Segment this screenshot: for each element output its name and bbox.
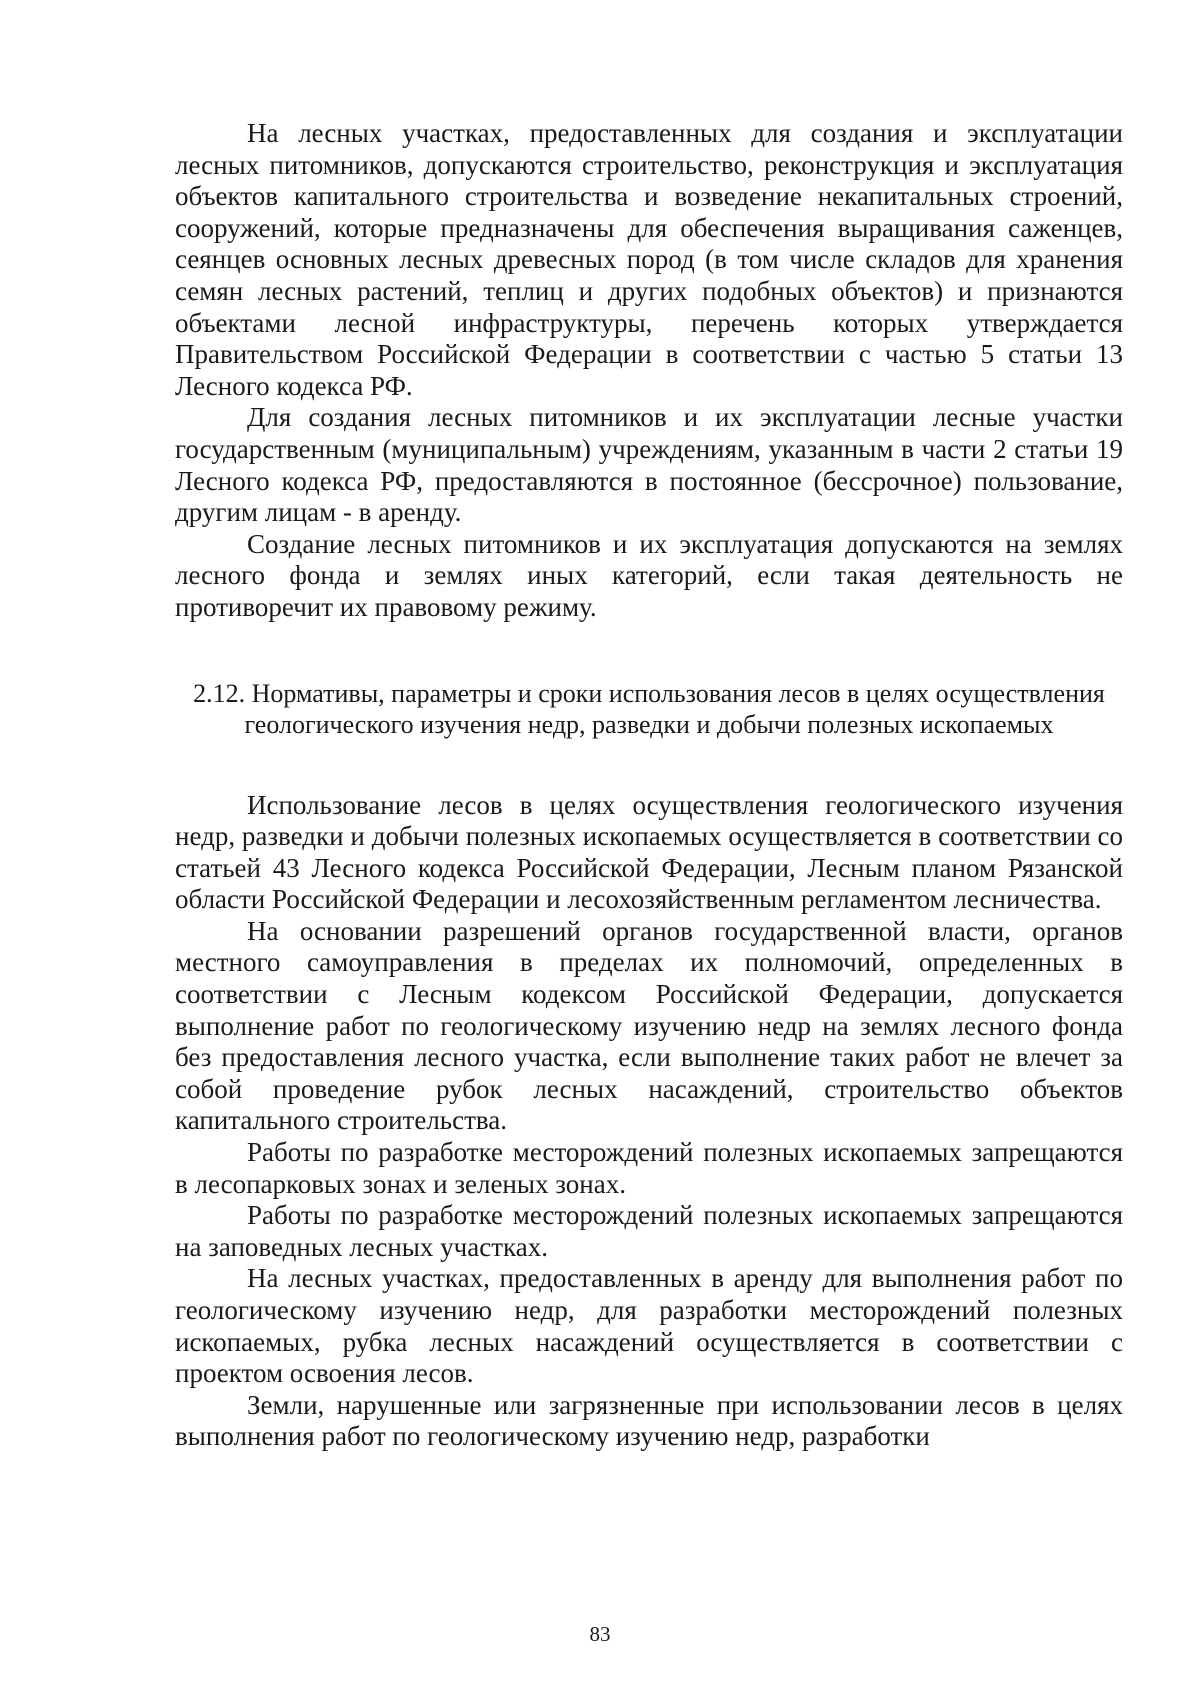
paragraph-geology-usage: Использование лесов в целях осуществления геологического изучения недр, разведки и добычи полезных ископаемых осуществляется в соответствии со статьей 43 Лесного кодекса Российской Федерации, Лесным планом Рязанской области Российской Федерации и лесохозяйственным регламентом лесничества. — [175, 789, 1123, 915]
paragraph-reserve-ban: Работы по разработке месторождений полезных ископаемых запрещаются на заповедных лесных участках. — [175, 1200, 1123, 1262]
paragraph-disturbed-lands: Земли, нарушенные или загрязненные при использовании лесов в целях выполнения работ по геологическому изучению недр, разработки — [175, 1389, 1123, 1452]
paragraph-nursery-lands: Создание лесных питомников и их эксплуатация допускаются на землях лесного фонда и землях иных категорий, если такая деятельность не противоречит их правовому режиму. — [175, 528, 1123, 622]
paragraph-lease-felling: На лесных участках, предоставленных в аренду для выполнения работ по геологическому изучению недр, для разработки месторождений полезных ископаемых, рубка лесных насаждений осуществляется в соответствии с проектом освоения лесов. — [175, 1263, 1123, 1389]
section-heading: 2.12. Нормативы, параметры и сроки использования лесов в целях осуществления геологического изучения недр, разведки и добычи полезных ископаемых — [193, 678, 1105, 739]
page-number: 83 — [589, 1622, 611, 1646]
paragraph-nursery-construction: На лесных участках, предоставленных для создания и эксплуатации лесных питомников, допускаются строительство, реконструкция и эксплуатация объектов капитального строительства и возведение некапитальных строений, сооружений, которые предназначены для обеспечения выращивания саженцев, сеянцев основных лесных древесных пород (в том числе складов для хранения семян лесных растений, теплиц и других подобных объектов) и признаются объектами лесной инфраструктуры, перечень которых утверждается Правительством Российской Федерации в соответствии с частью 5 статьи 13 Лесного кодекса РФ. — [175, 118, 1123, 401]
paragraph-geology-permits: На основании разрешений органов государственной власти, органов местного самоуправления в пределах их полномочий, определенных в соответствии с Лесным кодексом Российской Федерации, допускается выполнение работ по геологическому изучению недр на землях лесного фонда без предоставления лесного участка, если выполнение таких работ не влечет за собой проведение рубок лесных насаждений, строительство объектов капитального строительства. — [175, 915, 1123, 1136]
spacer — [175, 740, 1123, 790]
paragraph-nursery-lease: Для создания лесных питомников и их эксплуатации лесные участки государственным (муниципальным) учреждениям, указанным в части 2 статьи 19 Лесного кодекса РФ, предоставляются в постоянное (бессрочное) пользование, другим лицам - в аренду. — [175, 402, 1123, 528]
document-page — [175, 118, 1123, 1453]
spacer — [175, 624, 1123, 678]
paragraph-forest-park-ban: Работы по разработке месторождений полезных ископаемых запрещаются в лесопарковых зонах и зеленых зонах. — [175, 1137, 1123, 1199]
